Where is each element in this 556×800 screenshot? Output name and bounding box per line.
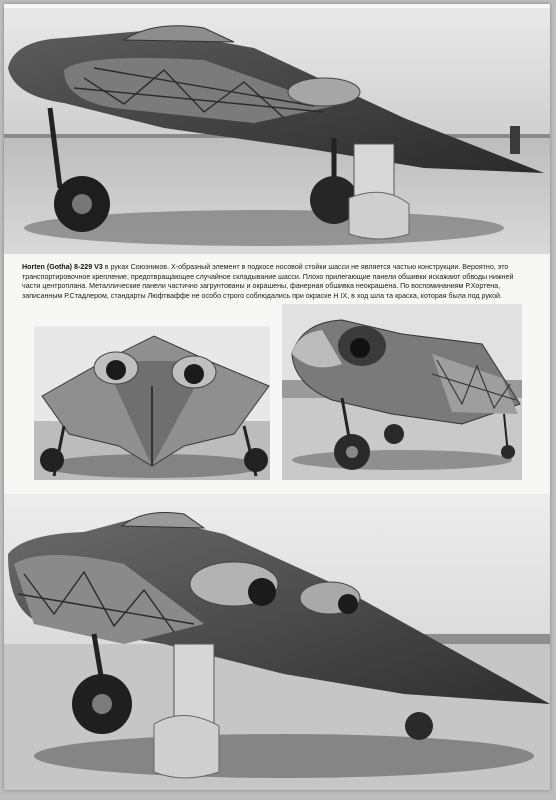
photo-caption (22, 263, 530, 301)
photo-bottom (4, 494, 550, 790)
document-page (4, 4, 550, 790)
photo-middle-left (34, 326, 270, 480)
photo-middle-right (282, 304, 522, 480)
caption-body: в руках Союзников. Х-образный элемент в подкосе носовой стойки шасси не является частью конструкции. Вероятно, это транспортировочное крепление, предотвращающее случайное складывание шасси. Плохо прилегающие панели обшивки искажают обводы нижней части центроплана. Металлические панели частично загрунтованы и окрашены, фанерная обшивка неокрашена. По воспоминаниям Р.Хортена, записанным Р.Стадлером, стандарты Люфтваффе не особо строго соблюдались при окраске Н IX, в ход шла та краска, которая была под рукой. (22, 263, 514, 300)
caption-heading: Horten (Gotha) 8-229 V3 (22, 263, 103, 271)
photo-top (4, 8, 550, 254)
